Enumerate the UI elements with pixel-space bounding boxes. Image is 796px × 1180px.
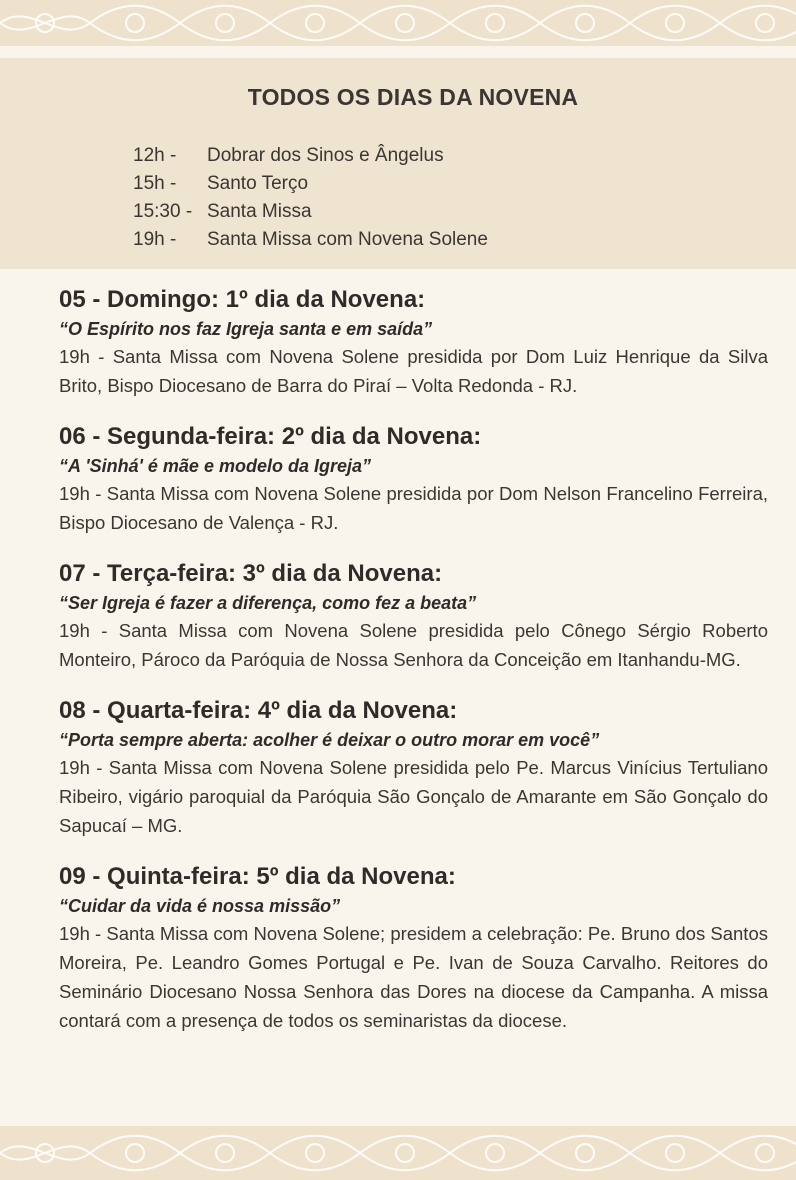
novena-day	[59, 284, 768, 400]
day-description: 19h - Santa Missa com Novena Solene presidida pelo Pe. Marcus Vinícius Tertuliano Ribeiro, vigário paroquial da Paróquia São Gonçalo de Amarante em São Gonçalo do Sapucaí – MG.	[59, 757, 768, 836]
schedule-item	[133, 142, 488, 170]
novena-day	[59, 421, 768, 537]
day-theme: “A 'Sinhá' é mãe e modelo da Igreja”	[59, 456, 371, 476]
schedule-activity: Dobrar dos Sinos e Ângelus	[207, 145, 444, 166]
schedule-time: 19h -	[133, 229, 177, 250]
day-title: 08 - Quarta-feira: 4º dia da Novena:	[59, 697, 458, 724]
day-theme: “Ser Igreja é fazer a diferença, como fez a beata”	[59, 593, 477, 613]
schedule-item	[133, 226, 488, 254]
schedule-item	[133, 198, 488, 226]
schedule-list	[133, 142, 488, 254]
scroll-ornament-top	[0, 0, 796, 46]
novena-day	[59, 695, 768, 840]
top-divider	[0, 46, 796, 58]
schedule-title: TODOS OS DIAS DA NOVENA	[247, 84, 579, 110]
day-title: 07 - Terça-feira: 3º dia da Novena:	[59, 560, 443, 587]
day-theme: “O Espírito nos faz Igreja santa e em saída”	[59, 319, 433, 339]
novena-day	[59, 861, 768, 1035]
day-title: 06 - Segunda-feira: 2º dia da Novena:	[59, 423, 482, 450]
schedule-activity: Santa Missa com Novena Solene	[207, 229, 488, 250]
novena-days-list	[59, 284, 768, 1056]
schedule-time: 15:30 -	[133, 201, 193, 222]
schedule-time: 15h -	[133, 173, 177, 194]
day-theme: “Porta sempre aberta: acolher é deixar o outro morar em você”	[59, 730, 600, 750]
schedule-activity: Santo Terço	[207, 173, 309, 194]
schedule-activity: Santa Missa	[207, 201, 312, 222]
day-title: 05 - Domingo: 1º dia da Novena:	[59, 286, 426, 313]
schedule-time: 12h -	[133, 145, 177, 166]
schedule-item	[133, 170, 488, 198]
day-description: 19h - Santa Missa com Novena Solene presidida por Dom Nelson Francelino Ferreira, Bispo Diocesano de Valença - RJ.	[59, 483, 768, 533]
daily-schedule-box	[0, 58, 796, 269]
day-theme: “Cuidar da vida é nossa missão”	[59, 896, 341, 916]
scroll-ornament-bottom	[0, 1126, 796, 1180]
day-description: 19h - Santa Missa com Novena Solene presidida pelo Cônego Sérgio Roberto Monteiro, Pároco da Paróquia de Nossa Senhora da Conceição em Itanhandu-MG.	[59, 620, 768, 670]
top-ornament-band	[0, 0, 796, 46]
novena-day	[59, 558, 768, 674]
day-title: 09 - Quinta-feira: 5º dia da Novena:	[59, 863, 456, 890]
day-description: 19h - Santa Missa com Novena Solene presidida por Dom Luiz Henrique da Silva Brito, Bispo Diocesano de Barra do Piraí – Volta Redonda - RJ.	[59, 346, 768, 396]
day-description: 19h - Santa Missa com Novena Solene; presidem a celebração: Pe. Bruno dos Santos Moreira, Pe. Leandro Gomes Portugal e Pe. Ivan de Souza Carvalho. Reitores do Seminário Diocesano Nossa Senhora das Dores na diocese da Campanha. A missa contará com a presença de todos os seminaristas da diocese.	[59, 923, 768, 1031]
bottom-ornament-band	[0, 1126, 796, 1180]
